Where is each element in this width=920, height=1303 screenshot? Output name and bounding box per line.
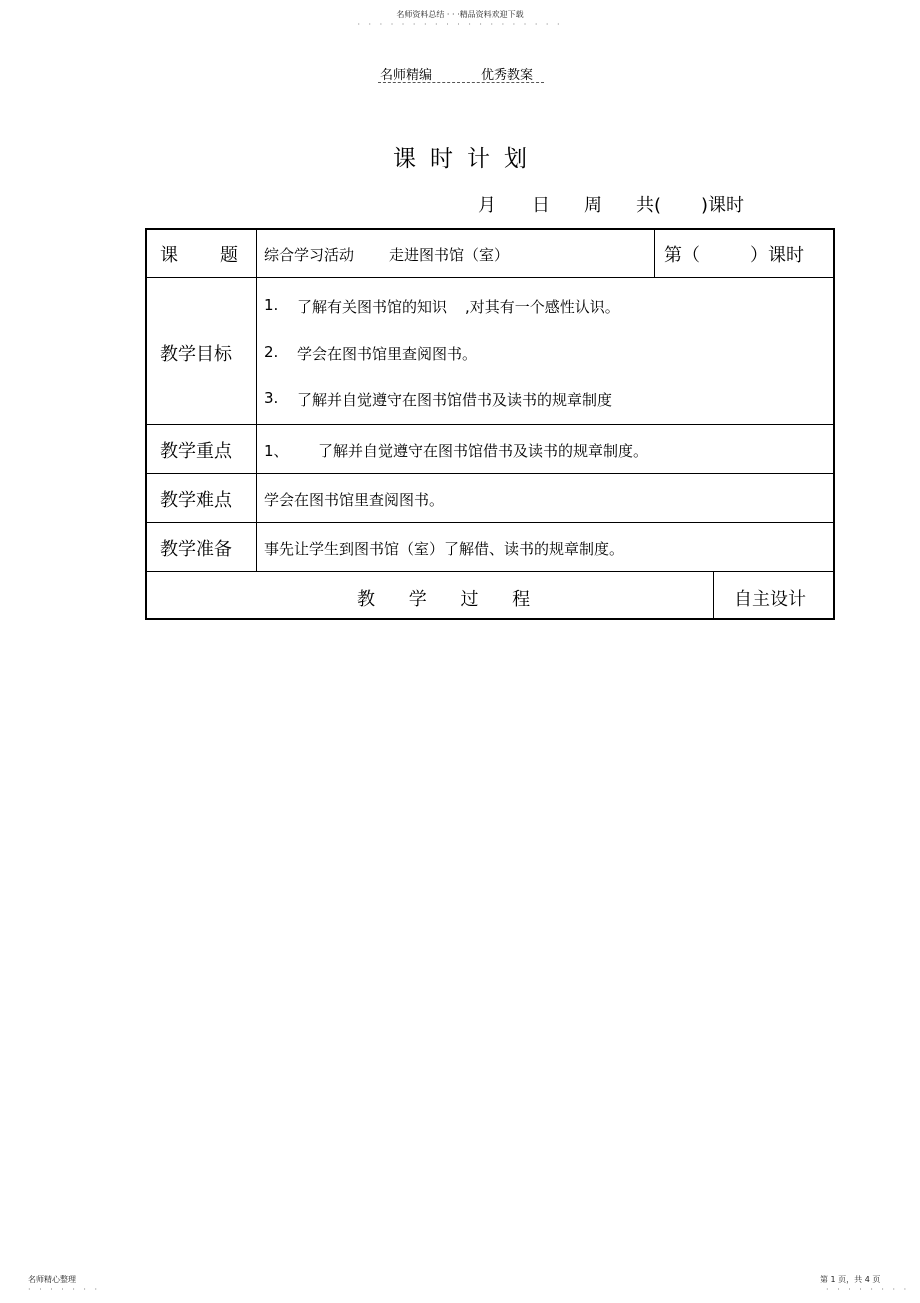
focus-number: 1、 [264,442,289,460]
header-divider [378,82,544,83]
footer-right-dots: · · · · · · · · [826,1285,910,1294]
topic-label-2: 题 [220,245,238,266]
self-design-label: 自主设计 [734,589,806,610]
lesson-number-open: 第（ [664,245,700,266]
topic-subtitle: 走进图书馆（室） [389,246,510,264]
lesson-plan-table [145,228,835,620]
row-divider [145,522,835,523]
date-month: 月 [478,195,496,216]
header-left: 名师精编 [380,68,433,83]
goal-3-text: 了解并自觉遵守在图书馆借书及读书的规章制度 [297,391,613,409]
prep-text: 事先让学生到图书馆（室）了解借、读书的规章制度。 [264,540,625,558]
table-border-top [145,228,835,230]
lesson-number-close: ）课时 [750,245,804,266]
footer-page-number: 第 1 页，共 4 页 [820,1275,881,1284]
top-dotted-line: · · · · · · · · · · · · · · · · · · · [357,20,563,29]
label-column-divider [256,228,257,572]
page-title: 课时计划 [393,146,541,172]
date-total: 共( [636,195,662,216]
footer-left-dots: · · · · · · · [28,1285,101,1294]
lesson-column-divider [654,228,655,278]
difficulty-text: 学会在图书馆里查阅图书。 [264,491,445,509]
goal-1-number: 1. [264,296,279,314]
difficulty-label: 教学难点 [160,490,232,511]
topic-value: 综合学习活动 [264,246,355,264]
goal-2-text: 学会在图书馆里查阅图书。 [297,345,478,363]
goal-1-text: 了解有关图书馆的知识 [297,298,448,316]
goals-label: 教学目标 [160,344,232,365]
date-lesson-count: )课时 [701,195,745,216]
header-right: 优秀教案 [481,68,534,83]
row-divider [145,277,835,278]
table-border-bottom [145,618,835,620]
focus-text: 了解并自觉遵守在图书馆借书及读书的规章制度。 [318,442,649,460]
page-header [378,64,544,82]
date-day: 日 [532,195,550,216]
row-divider [145,571,835,572]
row-divider [145,424,835,425]
prep-label: 教学准备 [160,539,232,560]
date-week: 周 [584,195,602,216]
goal-2-number: 2. [264,343,279,361]
goal-3-number: 3. [264,389,279,407]
footer-left: 名师精心整理 [28,1275,76,1284]
top-banner: 名师资料总结 · · ·精品资料欢迎下载 [396,10,524,19]
focus-label: 教学重点 [160,441,232,462]
row-divider [145,473,835,474]
topic-label-1: 课 [160,245,178,266]
design-column-divider [713,571,714,619]
goal-1-text-cont: ,对其有一个感性认识。 [465,298,620,316]
process-label: 教 学 过 程 [357,589,545,610]
